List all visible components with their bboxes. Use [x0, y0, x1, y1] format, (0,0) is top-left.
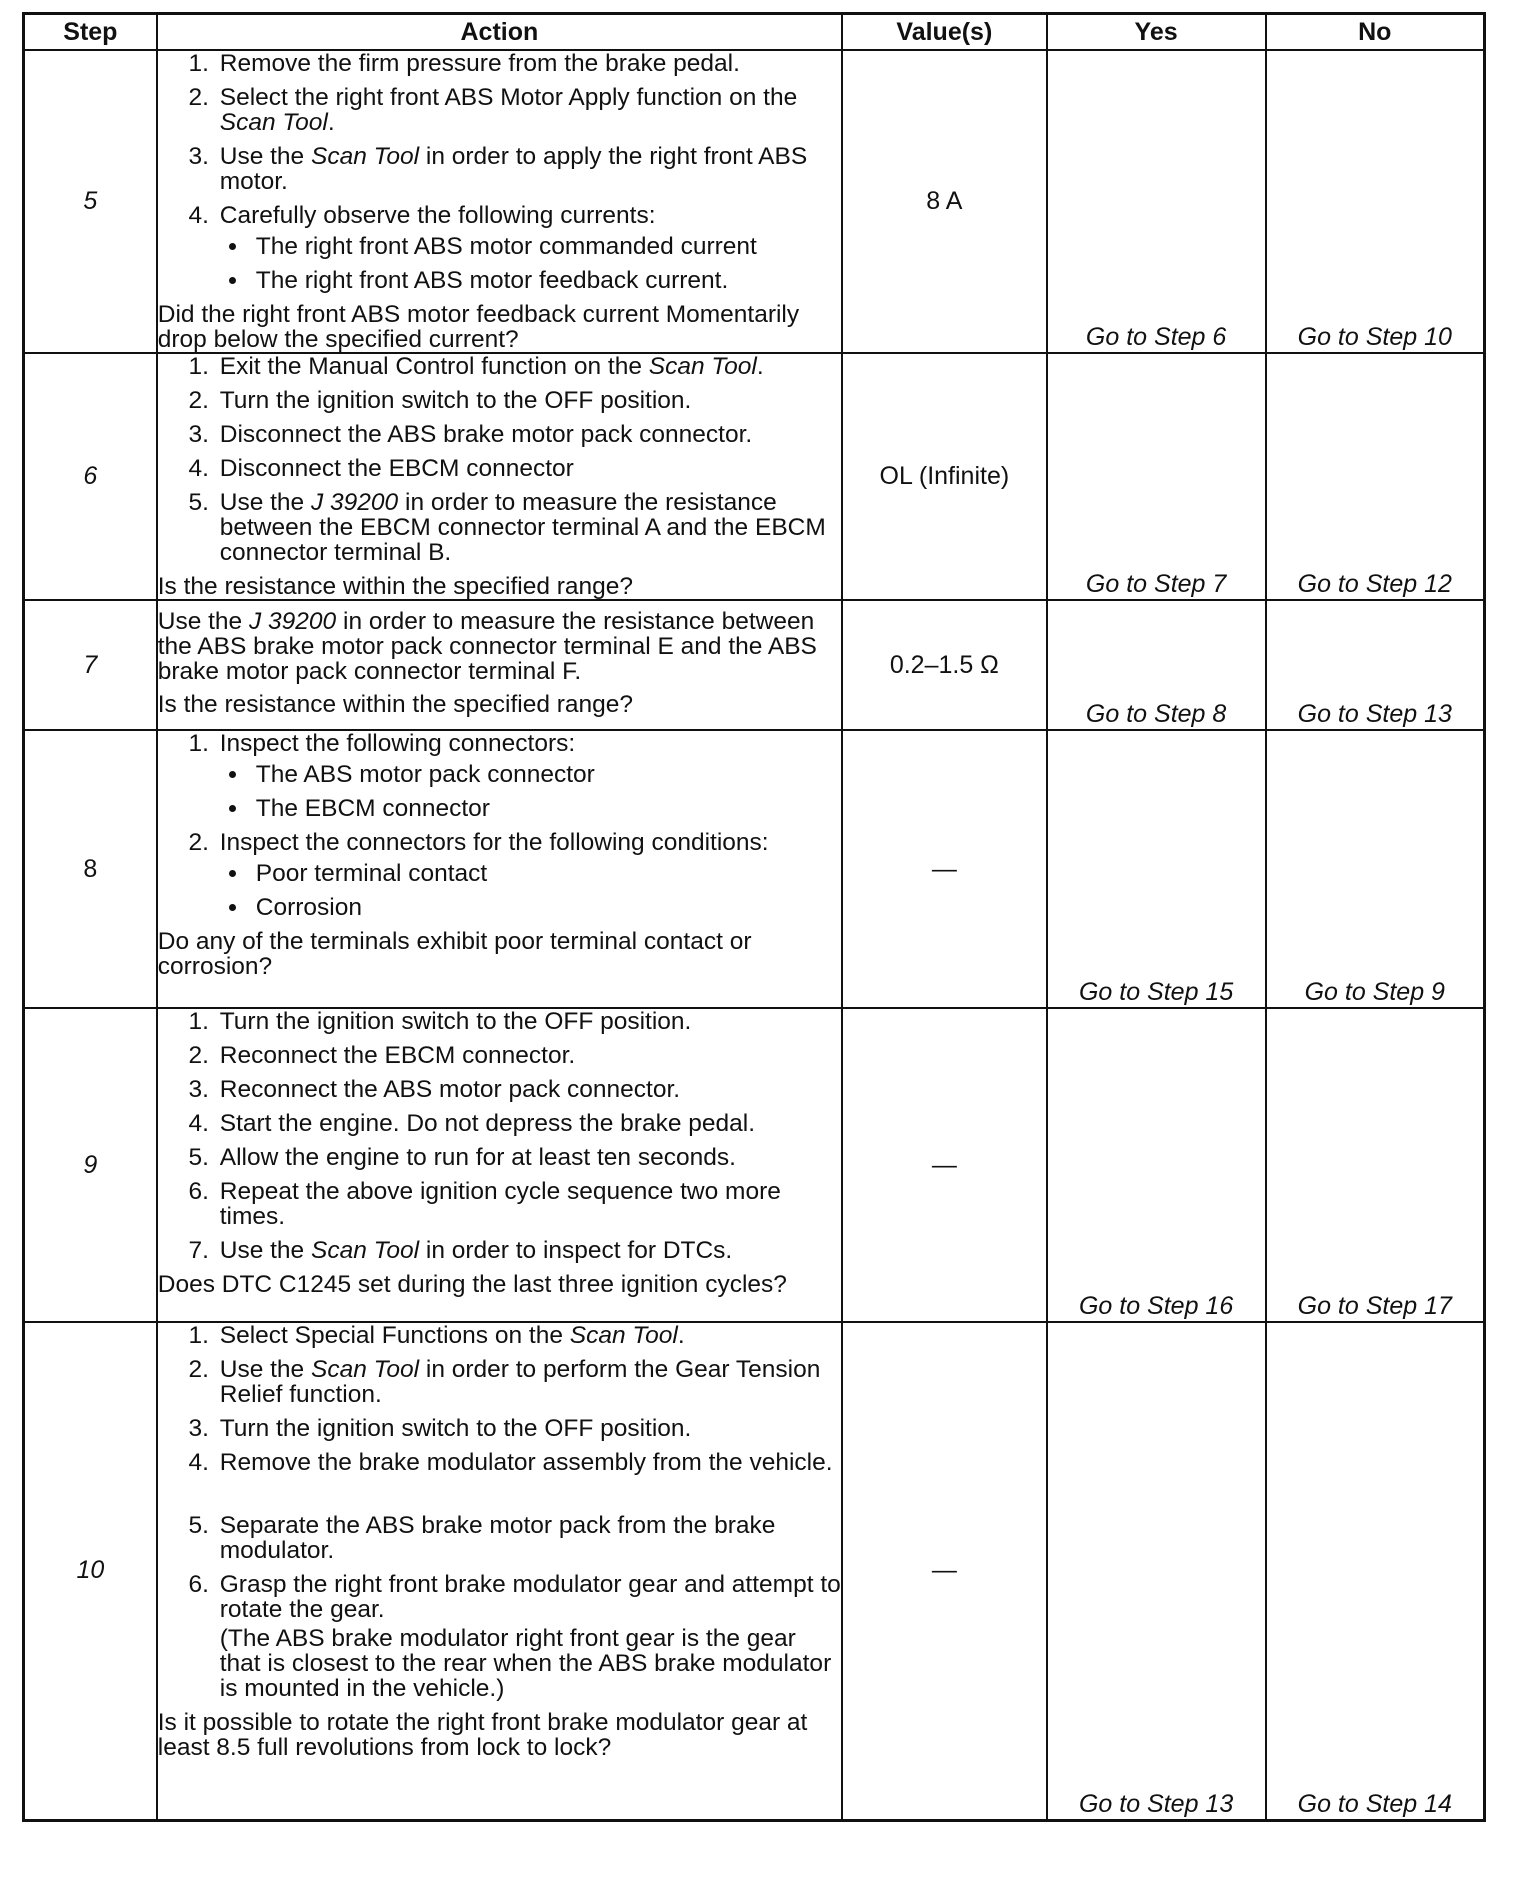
bullet-item: • The right front ABS motor feedback current.: [250, 268, 841, 293]
header-step: Step: [24, 14, 157, 51]
action-cell: [157, 1322, 842, 1820]
yes-cell: Go to Step 16: [1047, 1008, 1266, 1322]
action-step: 7. Use the Scan Tool in order to inspect for DTCs.: [216, 1238, 841, 1263]
bullet-item: • Poor terminal contact: [250, 861, 841, 886]
action-cell: [157, 600, 842, 730]
table-row: [24, 1322, 1485, 1820]
action-step: 5. Allow the engine to run for at least ten seconds.: [216, 1145, 841, 1170]
action-step: [216, 1572, 841, 1701]
bullet-item: • The right front ABS motor commanded current: [250, 234, 841, 259]
action-step: 3. Turn the ignition switch to the OFF position.: [216, 1416, 841, 1441]
step-number: 6: [24, 353, 157, 600]
no-cell: Go to Step 17: [1266, 1008, 1485, 1322]
header-values: Value(s): [842, 14, 1047, 51]
action-step: 2. Use the Scan Tool in order to perform the Gear Tension Relief function.: [216, 1357, 841, 1407]
table-row: [24, 1008, 1485, 1322]
action-step: 2. Reconnect the EBCM connector.: [216, 1043, 841, 1068]
action-step: 2. Turn the ignition switch to the OFF position.: [216, 388, 841, 413]
action-step: 5. Separate the ABS brake motor pack from the brake modulator.: [216, 1513, 841, 1563]
step-number: 7: [24, 600, 157, 730]
action-step: 5. Use the J 39200 in order to measure the resistance between the EBCM connector terminal A and the EBCM connector terminal B.: [216, 490, 841, 565]
header-row: [24, 14, 1485, 51]
bullet-item: • Corrosion: [250, 895, 841, 920]
action-step: 3. Reconnect the ABS motor pack connector.: [216, 1077, 841, 1102]
action-step-text: Grasp the right front brake modulator gear and attempt to rotate the gear.: [219, 1571, 841, 1623]
value-cell: OL (Infinite): [842, 353, 1047, 600]
value-cell: —: [842, 1322, 1047, 1820]
action-text: Use the J 39200 in order to measure the resistance between the ABS brake motor pack connector terminal E and the ABS brake motor pack connector terminal F.: [157, 608, 817, 685]
no-cell: Go to Step 13: [1266, 600, 1485, 730]
table-row: [24, 600, 1485, 730]
action-step: [216, 203, 841, 293]
action-cell: [157, 353, 842, 600]
action-cell: [157, 1008, 842, 1322]
step-number: 9: [24, 1008, 157, 1322]
step-number: 8: [24, 730, 157, 1008]
diagnostic-table: [22, 12, 1486, 1822]
action-step: [216, 731, 841, 821]
value-cell: —: [842, 1008, 1047, 1322]
action-step: 4. Start the engine. Do not depress the brake pedal.: [216, 1111, 841, 1136]
action-question: Does DTC C1245 set during the last three ignition cycles?: [157, 1271, 787, 1298]
table-row: [24, 730, 1485, 1008]
header-action: Action: [157, 14, 842, 51]
yes-cell: Go to Step 6: [1047, 50, 1266, 353]
action-step: 4. Remove the brake modulator assembly from the vehicle.: [216, 1450, 841, 1475]
header-no: No: [1266, 14, 1485, 51]
action-step: [216, 830, 841, 920]
value-cell: —: [842, 730, 1047, 1008]
step-number: 5: [24, 50, 157, 353]
action-step: 1. Turn the ignition switch to the OFF position.: [216, 1009, 841, 1034]
yes-cell: Go to Step 8: [1047, 600, 1266, 730]
table-row: [24, 50, 1485, 353]
action-step: 3. Disconnect the ABS brake motor pack connector.: [216, 422, 841, 447]
action-cell: [157, 50, 842, 353]
yes-cell: Go to Step 13: [1047, 1322, 1266, 1820]
bullet-item: • The ABS motor pack connector: [250, 762, 841, 787]
header-yes: Yes: [1047, 14, 1266, 51]
step-number: 10: [24, 1322, 157, 1820]
action-question: Did the right front ABS motor feedback current Momentarily drop below the specified current?: [157, 301, 800, 353]
action-step-text: Inspect the connectors for the following conditions:: [219, 829, 769, 856]
value-cell: 0.2–1.5 Ω: [842, 600, 1047, 730]
action-question: Do any of the terminals exhibit poor terminal contact or corrosion?: [157, 928, 752, 980]
action-step-text: Inspect the following connectors:: [219, 730, 576, 757]
no-cell: Go to Step 9: [1266, 730, 1485, 1008]
no-cell: Go to Step 14: [1266, 1322, 1485, 1820]
action-step: 1. Select Special Functions on the Scan Tool.: [216, 1323, 841, 1348]
action-cell: [157, 730, 842, 1008]
action-step: 3. Use the Scan Tool in order to apply the right front ABS motor.: [216, 144, 841, 194]
action-step: 6. Repeat the above ignition cycle sequence two more times.: [216, 1179, 841, 1229]
action-step-text: Carefully observe the following currents:: [219, 202, 656, 229]
action-question: Is it possible to rotate the right front brake modulator gear at least 8.5 full revolutions from lock to lock?: [157, 1709, 808, 1761]
action-question: Is the resistance within the specified range?: [157, 691, 634, 718]
action-note: (The ABS brake modulator right front gear is the gear that is closest to the rear when the ABS brake modulator is mounted in the vehicle.): [219, 1625, 832, 1702]
value-cell: 8 A: [842, 50, 1047, 353]
action-step: 1. Remove the firm pressure from the brake pedal.: [216, 51, 841, 76]
no-cell: Go to Step 10: [1266, 50, 1485, 353]
yes-cell: Go to Step 15: [1047, 730, 1266, 1008]
table-row: [24, 353, 1485, 600]
action-step: 2. Select the right front ABS Motor Apply function on the Scan Tool.: [216, 85, 841, 135]
no-cell: Go to Step 12: [1266, 353, 1485, 600]
bullet-item: • The EBCM connector: [250, 796, 841, 821]
action-step: 4. Disconnect the EBCM connector: [216, 456, 841, 481]
action-step: 1. Exit the Manual Control function on the Scan Tool.: [216, 354, 841, 379]
yes-cell: Go to Step 7: [1047, 353, 1266, 600]
action-question: Is the resistance within the specified range?: [157, 573, 634, 600]
